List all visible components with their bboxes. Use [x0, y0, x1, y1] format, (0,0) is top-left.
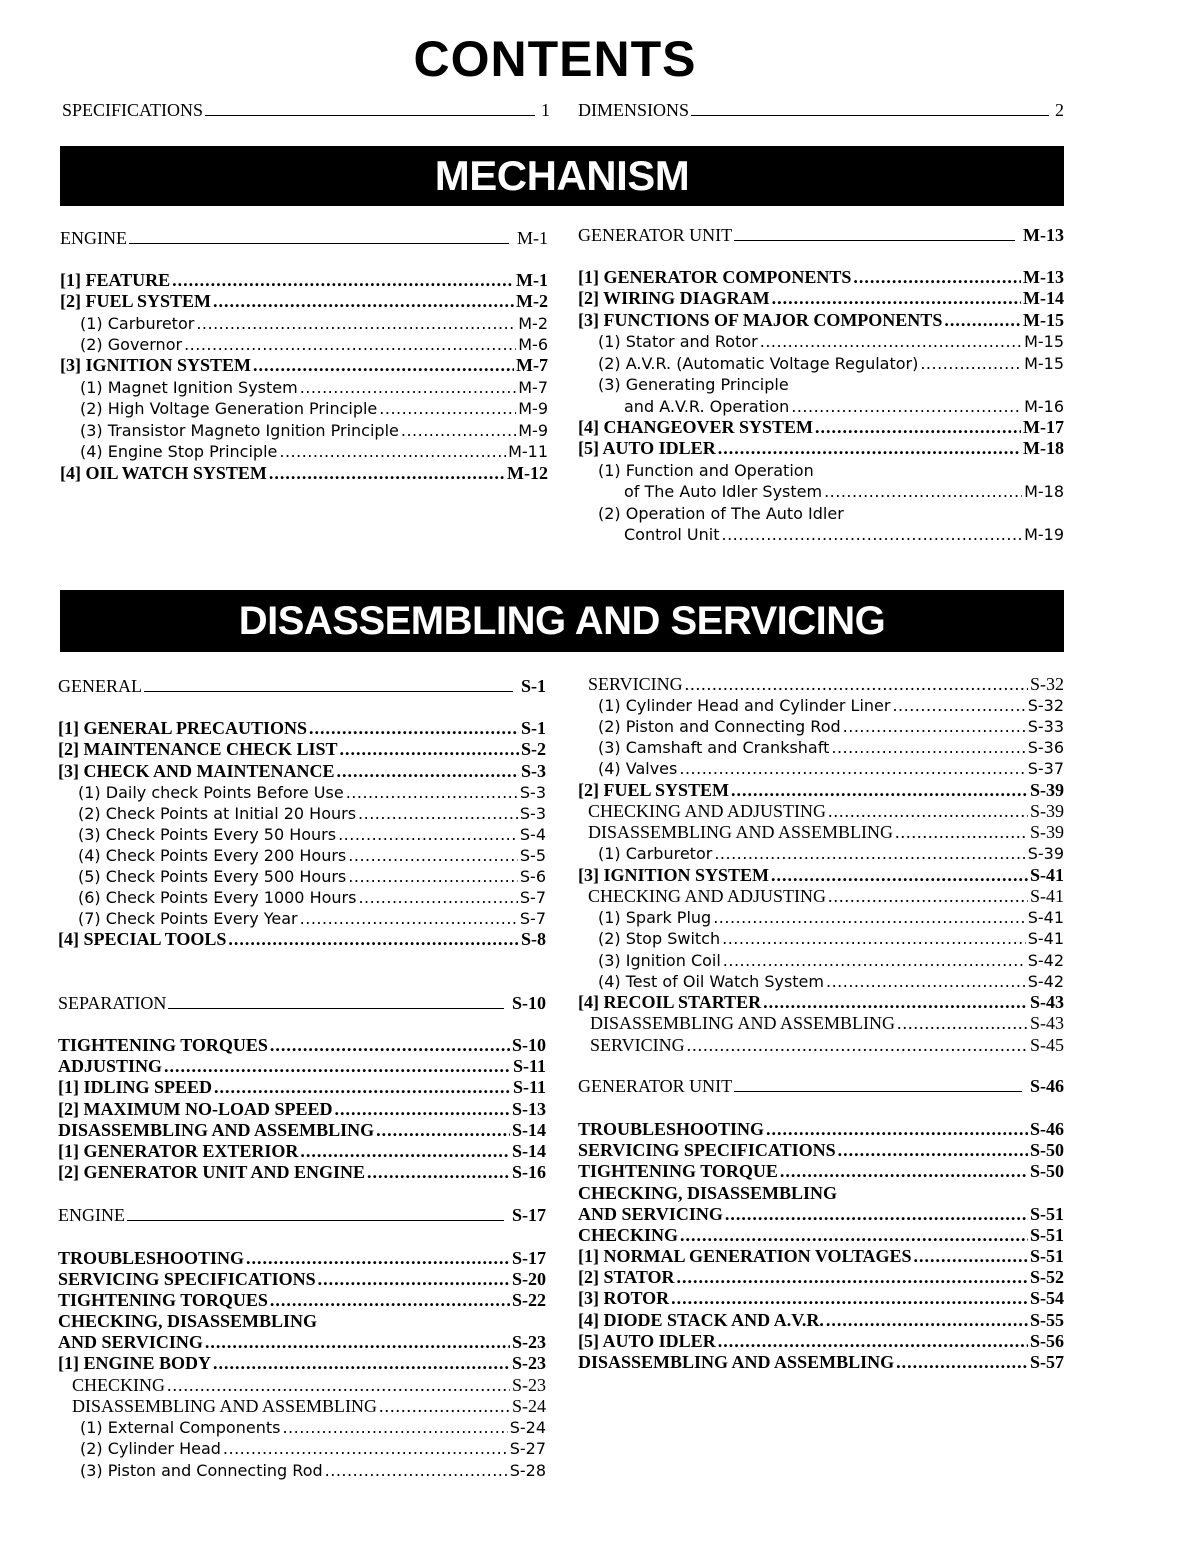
toc-heading[interactable]: ENGINE M-1 [60, 228, 548, 248]
toc-subentry[interactable]: (1) Cylinder Head and Cylinder Liner ..... S-32 [578, 695, 1064, 716]
toc-entry[interactable]: [2] GENERATOR UNIT AND ENGINE ..... S-16 [58, 1162, 546, 1183]
toc-entry[interactable]: SERVICING ..... S-32 [578, 674, 1064, 695]
toc-entry[interactable]: [1] FEATURE ..... M-1 [60, 270, 548, 291]
toc-subentry[interactable]: DISASSEMBLING AND ASSEMBLING ..... S-39 [578, 822, 1064, 843]
toc-entry[interactable]: [2] MAINTENANCE CHECK LIST ..... S-2 [58, 739, 546, 760]
toc-entry[interactable]: TIGHTENING TORQUES ..... S-22 [58, 1290, 546, 1311]
toc-subentry-continued[interactable]: Control Unit ..... M-19 [578, 524, 1064, 545]
toc-subentry[interactable]: (2) Operation of The Auto Idler [598, 504, 844, 523]
toc-heading[interactable]: SEPARATION S-10 [58, 993, 546, 1013]
toc-entry[interactable]: TROUBLESHOOTING ..... S-17 [58, 1248, 546, 1269]
toc-subentry[interactable]: CHECKING AND ADJUSTING ..... S-41 [578, 886, 1064, 907]
toc-subentry[interactable]: DISASSEMBLING AND ASSEMBLING ..... S-24 [58, 1396, 546, 1417]
toc-entry[interactable]: [2] WIRING DIAGRAM ..... M-14 [578, 288, 1064, 309]
toc-subentry[interactable]: (3) Piston and Connecting Rod ..... S-28 [58, 1460, 546, 1481]
toc-subentry[interactable]: (3) Camshaft and Crankshaft ..... S-36 [578, 737, 1064, 758]
toc-subentry[interactable]: (1) External Components ..... S-24 [58, 1417, 546, 1438]
toc-subentry[interactable]: DISASSEMBLING AND ASSEMBLING ..... S-43 [578, 1013, 1064, 1034]
toc-entry[interactable]: CHECKING, DISASSEMBLING [58, 1311, 318, 1331]
toc-entry[interactable]: [1] IDLING SPEED ..... S-11 [58, 1077, 546, 1098]
toc-entry[interactable]: [5] AUTO IDLER ..... M-18 [578, 438, 1064, 459]
toc-entry-label: SPECIFICATIONS [62, 100, 204, 120]
toc-subentry[interactable]: (1) Carburetor ..... S-39 [578, 843, 1064, 864]
toc-entry[interactable]: TIGHTENING TORQUES ..... S-10 [58, 1035, 546, 1056]
toc-entry[interactable]: [4] DIODE STACK AND A.V.R. ..... S-55 [578, 1310, 1064, 1331]
toc-entry[interactable]: [4] SPECIAL TOOLS ..... S-8 [58, 929, 546, 950]
page-title: CONTENTS [413, 31, 697, 87]
toc-subentry[interactable]: SERVICING ..... S-45 [578, 1035, 1064, 1056]
toc-heading[interactable]: ENGINE S-17 [58, 1205, 546, 1225]
toc-subentry[interactable]: (3) Generating Principle [598, 375, 789, 394]
toc-entry[interactable]: SERVICING SPECIFICATIONS ..... S-50 [578, 1140, 1064, 1161]
toc-entry[interactable]: [2] FUEL SYSTEM ..... S-39 [578, 780, 1064, 801]
toc-entry[interactable]: [3] IGNITION SYSTEM ..... S-41 [578, 865, 1064, 886]
toc-entry[interactable]: SERVICING SPECIFICATIONS ..... S-20 [58, 1269, 546, 1290]
toc-subentry[interactable]: (2) Governor ..... M-6 [60, 334, 548, 355]
toc-entry[interactable]: CHECKING ..... S-51 [578, 1225, 1064, 1246]
toc-entry[interactable]: [1] NORMAL GENERATION VOLTAGES ..... S-51 [578, 1246, 1064, 1267]
toc-subentry[interactable]: (4) Valves ..... S-37 [578, 758, 1064, 779]
toc-subentry[interactable]: (2) Piston and Connecting Rod ..... S-33 [578, 716, 1064, 737]
toc-subentry[interactable]: (1) Function and Operation [598, 461, 814, 480]
toc-entry-specifications[interactable] [62, 100, 550, 121]
toc-subentry[interactable]: (6) Check Points Every 1000 Hours ..... S-7 [58, 887, 546, 908]
toc-entry-label: DIMENSIONS [578, 100, 690, 120]
toc-subentry[interactable]: (1) Spark Plug ..... S-41 [578, 907, 1064, 928]
section-banner-disassembling-and-servicing: DISASSEMBLING AND SERVICING [60, 590, 1064, 652]
toc-entry[interactable]: DISASSEMBLING AND ASSEMBLING ..... S-14 [58, 1120, 546, 1141]
toc-entry[interactable]: [1] ENGINE BODY ..... S-23 [58, 1353, 546, 1374]
toc-entry-page: 2 [1055, 100, 1064, 120]
toc-subentry[interactable]: (2) A.V.R. (Automatic Voltage Regulator) ..... M-15 [578, 353, 1064, 374]
toc-entry[interactable]: TROUBLESHOOTING ..... S-46 [578, 1119, 1064, 1140]
toc-entry[interactable]: ADJUSTING ..... S-11 [58, 1056, 546, 1077]
toc-subentry[interactable]: (1) Magnet Ignition System ..... M-7 [60, 377, 548, 398]
toc-subentry[interactable]: (5) Check Points Every 500 Hours ..... S-6 [58, 866, 546, 887]
toc-subentry[interactable]: (2) Check Points at Initial 20 Hours ..... S-3 [58, 803, 546, 824]
toc-entry[interactable]: DISASSEMBLING AND ASSEMBLING ..... S-57 [578, 1352, 1064, 1373]
section-banner-mechanism: MECHANISM [60, 146, 1064, 206]
toc-entry[interactable]: [1] GENERAL PRECAUTIONS ..... S-1 [58, 718, 546, 739]
toc-entry[interactable]: [2] MAXIMUM NO-LOAD SPEED ..... S-13 [58, 1099, 546, 1120]
toc-subentry[interactable]: CHECKING AND ADJUSTING ..... S-39 [578, 801, 1064, 822]
toc-subentry[interactable]: (3) Transistor Magneto Ignition Principle ..... M-9 [60, 420, 548, 441]
toc-subentry[interactable]: (4) Test of Oil Watch System ..... S-42 [578, 971, 1064, 992]
toc-entry[interactable]: [3] FUNCTIONS OF MAJOR COMPONENTS ..... M-15 [578, 310, 1064, 331]
leader-rule [205, 115, 535, 116]
toc-entry[interactable]: [4] OIL WATCH SYSTEM ..... M-12 [60, 463, 548, 484]
toc-entry[interactable]: [2] STATOR ..... S-52 [578, 1267, 1064, 1288]
toc-entry-page: 1 [541, 100, 550, 120]
toc-subentry-continued[interactable]: and A.V.R. Operation ..... M-16 [578, 396, 1064, 417]
toc-subentry[interactable]: (2) Stop Switch ..... S-41 [578, 928, 1064, 949]
toc-subentry[interactable]: (7) Check Points Every Year ..... S-7 [58, 908, 546, 929]
toc-subentry[interactable]: (3) Ignition Coil ..... S-42 [578, 950, 1064, 971]
toc-entry[interactable]: [3] ROTOR ..... S-54 [578, 1288, 1064, 1309]
toc-subentry[interactable]: (4) Engine Stop Principle ..... M-11 [60, 441, 548, 462]
toc-subentry[interactable]: (3) Check Points Every 50 Hours ..... S-4 [58, 824, 546, 845]
toc-entry[interactable]: TIGHTENING TORQUE ..... S-50 [578, 1161, 1064, 1182]
toc-entry[interactable]: [1] GENERATOR EXTERIOR ..... S-14 [58, 1141, 546, 1162]
toc-heading[interactable]: GENERATOR UNIT S-46 [578, 1076, 1064, 1096]
toc-entry[interactable]: [4] CHANGEOVER SYSTEM ..... M-17 [578, 417, 1064, 438]
toc-subentry[interactable]: (1) Daily check Points Before Use ..... S-3 [58, 782, 546, 803]
toc-entry[interactable]: [4] RECOIL STARTER ..... S-43 [578, 992, 1064, 1013]
toc-heading[interactable]: GENERATOR UNIT M-13 [578, 225, 1064, 245]
toc-entry[interactable]: [5] AUTO IDLER ..... S-56 [578, 1331, 1064, 1352]
toc-entry-continued[interactable]: AND SERVICING ..... S-23 [58, 1332, 546, 1353]
toc-subentry[interactable]: (1) Carburetor ..... M-2 [60, 313, 548, 334]
leader-rule [691, 115, 1049, 116]
toc-entry[interactable]: [3] CHECK AND MAINTENANCE ..... S-3 [58, 761, 546, 782]
toc-entry-dimensions[interactable] [578, 100, 1064, 121]
toc-subentry-continued[interactable]: of The Auto Idler System ..... M-18 [578, 481, 1064, 502]
toc-entry[interactable]: CHECKING, DISASSEMBLING [578, 1183, 838, 1203]
toc-heading[interactable]: GENERAL S-1 [58, 676, 546, 696]
toc-entry-continued[interactable]: AND SERVICING ..... S-51 [578, 1204, 1064, 1225]
toc-subentry[interactable]: CHECKING ..... S-23 [58, 1375, 546, 1396]
toc-subentry[interactable]: (1) Stator and Rotor ..... M-15 [578, 331, 1064, 352]
toc-subentry[interactable]: (2) Cylinder Head ..... S-27 [58, 1438, 546, 1459]
toc-subentry[interactable]: (4) Check Points Every 200 Hours ..... S-5 [58, 845, 546, 866]
toc-subentry[interactable]: (2) High Voltage Generation Principle ..... M-9 [60, 398, 548, 419]
toc-entry[interactable]: [2] FUEL SYSTEM ..... M-2 [60, 291, 548, 312]
toc-entry[interactable]: [1] GENERATOR COMPONENTS ..... M-13 [578, 267, 1064, 288]
toc-entry[interactable]: [3] IGNITION SYSTEM ..... M-7 [60, 355, 548, 376]
